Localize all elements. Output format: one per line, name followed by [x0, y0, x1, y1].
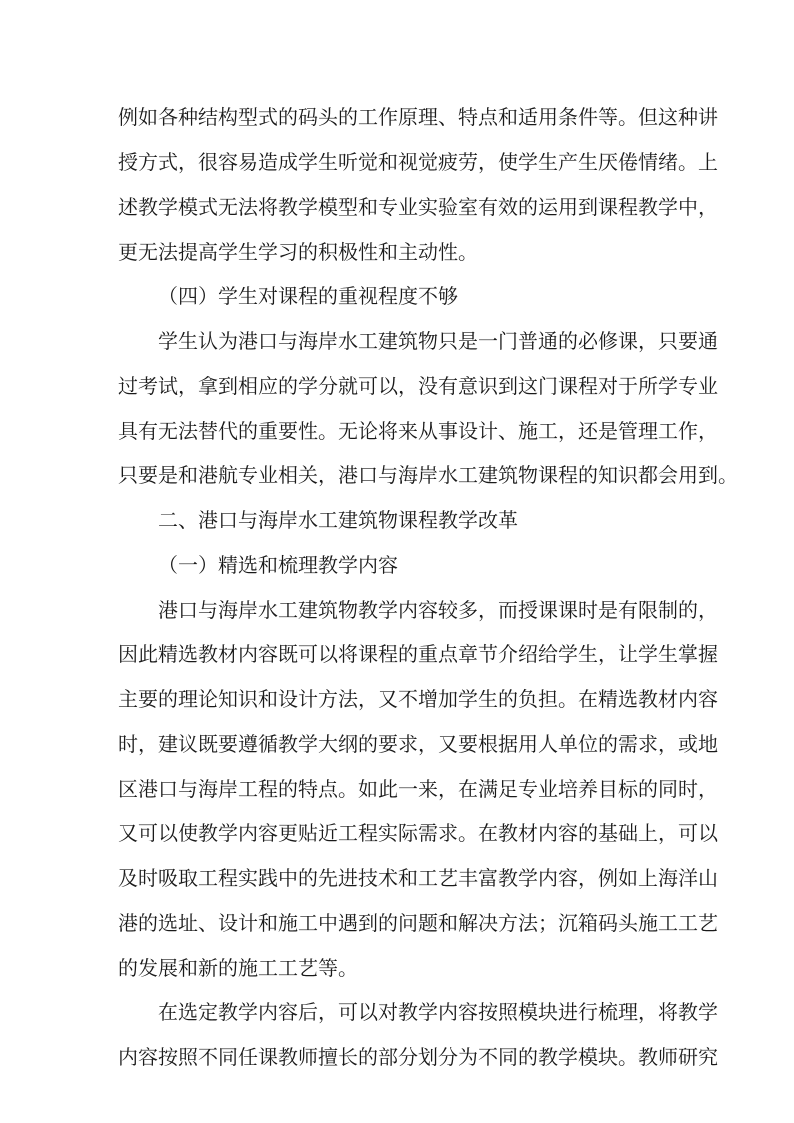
- paragraph-line: 港的选址、设计和施工中遇到的问题和解决方法；沉箱码头施工工艺: [118, 911, 718, 935]
- paragraph-line: 及时吸取工程实践中的先进技术和工艺丰富教学内容，例如上海洋山: [118, 866, 718, 890]
- section-heading: （一）精选和梳理教学内容: [158, 553, 398, 577]
- paragraph-line: 港口与海岸水工建筑物教学内容较多，而授课课时是有限制的，: [158, 598, 718, 622]
- paragraph-line: 更无法提高学生学习的积极性和主动性。: [118, 240, 478, 264]
- paragraph-line: 授方式，很容易造成学生听觉和视觉疲劳，使学生产生厌倦情绪。上: [118, 150, 718, 174]
- paragraph-line: 内容按照不同任课教师擅长的部分划分为不同的教学模块。教师研究: [118, 1045, 718, 1069]
- paragraph-line: 的发展和新的施工工艺等。: [118, 956, 358, 980]
- paragraph-line: 区港口与海岸工程的特点。如此一来，在满足专业培养目标的同时，: [118, 777, 718, 801]
- paragraph-line: 只要是和港航专业相关，港口与海岸水工建筑物课程的知识都会用到。: [118, 463, 738, 487]
- paragraph-line: 学生认为港口与海岸水工建筑物只是一门普通的必修课，只要通: [158, 329, 718, 353]
- paragraph-line: 因此精选教材内容既可以将课程的重点章节介绍给学生，让学生掌握: [118, 642, 718, 666]
- paragraph-line: 主要的理论知识和设计方法，又不增加学生的负担。在精选教材内容: [118, 687, 718, 711]
- paragraph-line: 述教学模式无法将教学模型和专业实验室有效的运用到课程教学中，: [118, 195, 718, 219]
- section-heading: （四）学生对课程的重视程度不够: [158, 284, 458, 308]
- chapter-heading: 二、港口与海岸水工建筑物课程教学改革: [158, 508, 518, 532]
- paragraph-line: 在选定教学内容后，可以对教学内容按照模块进行梳理，将教学: [158, 1000, 718, 1024]
- paragraph-line: 例如各种结构型式的码头的工作原理、特点和适用条件等。但这种讲: [118, 105, 718, 129]
- paragraph-line: 过考试，拿到相应的学分就可以，没有意识到这门课程对于所学专业: [118, 374, 718, 398]
- paragraph-line: 时，建议既要遵循教学大纲的要求，又要根据用人单位的需求，或地: [118, 732, 718, 756]
- paragraph-line: 又可以使教学内容更贴近工程实际需求。在教材内容的基础上，可以: [118, 821, 718, 845]
- paragraph-line: 具有无法替代的重要性。无论将来从事设计、施工，还是管理工作，: [118, 419, 718, 443]
